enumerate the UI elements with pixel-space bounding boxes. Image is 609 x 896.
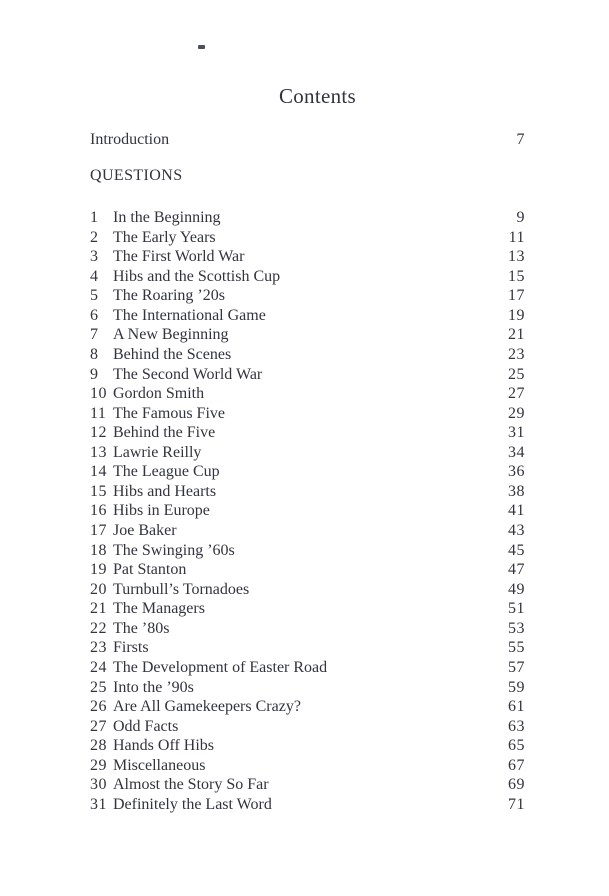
entry-title: Definitely the Last Word	[113, 795, 272, 813]
toc-row	[90, 325, 525, 345]
entry-page: 13	[508, 248, 525, 266]
entry-number: 25	[90, 678, 107, 696]
entry-title: In the Beginning	[113, 209, 221, 226]
entry-page: 25	[508, 365, 525, 383]
entry-page: 71	[508, 795, 525, 813]
entry-title: The League Cup	[113, 463, 220, 481]
entry-number: 19	[90, 561, 107, 579]
entry-title: Firsts	[113, 639, 149, 657]
entry-title: The Famous Five	[113, 404, 225, 422]
entry-title: Almost the Story So Far	[113, 776, 269, 794]
entry-title: The International Game	[113, 306, 266, 324]
entry-number: 13	[90, 443, 107, 461]
stray-ink-mark	[198, 45, 205, 49]
entry-page: 45	[508, 541, 525, 559]
entry-number: 3	[90, 248, 99, 266]
entry-page: 53	[508, 619, 525, 637]
entry-page: 51	[508, 600, 525, 618]
toc-row	[90, 384, 525, 404]
entry-number: 16	[90, 502, 107, 520]
toc-row	[90, 697, 525, 717]
entry-page: 47	[508, 561, 525, 579]
entry-title: A New Beginning	[113, 326, 229, 344]
entry-title: The Roaring ’20s	[113, 287, 225, 305]
entry-number: 5	[90, 287, 99, 305]
entry-number: 27	[90, 717, 107, 735]
section-heading: QUESTIONS	[90, 167, 183, 184]
entry-number: 12	[90, 424, 107, 442]
entry-title: The Second World War	[113, 365, 263, 383]
entry-page: 38	[508, 482, 525, 500]
toc-row	[90, 345, 525, 365]
entry-title: Joe Baker	[113, 522, 177, 539]
entry-page: 49	[508, 580, 525, 598]
toc-row	[90, 736, 525, 756]
entry-page: 31	[508, 424, 525, 442]
entry-title: The Managers	[113, 600, 205, 618]
entry-title: Behind the Five	[113, 424, 216, 442]
entry-page: 34	[508, 443, 525, 461]
entry-number: 8	[90, 345, 99, 363]
entry-title: Hibs and the Scottish Cup	[113, 267, 281, 285]
toc-row	[90, 717, 525, 737]
entry-title: Miscellaneous	[113, 756, 206, 774]
entry-page: 15	[508, 267, 525, 285]
entry-title: Hibs in Europe	[113, 502, 210, 520]
entry-number: 14	[90, 463, 107, 481]
entry-page: 65	[508, 737, 525, 755]
entry-title: Hands Off Hibs	[113, 737, 215, 755]
entry-number: 17	[90, 522, 107, 539]
entry-number: 10	[90, 385, 107, 403]
entry-title: The Early Years	[113, 228, 216, 246]
entry-page: 23	[508, 345, 525, 363]
toc-list	[90, 208, 525, 814]
entry-page: 43	[508, 522, 525, 539]
entry-title: Are All Gamekeepers Crazy?	[113, 698, 301, 716]
front-matter-page-number: 7	[516, 131, 525, 148]
entry-page: 21	[508, 326, 525, 344]
entry-number: 11	[90, 404, 107, 422]
toc-row	[90, 365, 525, 385]
entry-title: The Swinging ’60s	[113, 541, 235, 559]
entry-page: 55	[508, 639, 525, 657]
entry-page: 29	[508, 404, 525, 422]
entry-page: 61	[508, 698, 525, 716]
toc-row	[90, 501, 525, 521]
entry-title: Into the ’90s	[113, 678, 194, 696]
toc-row	[90, 462, 525, 482]
entry-page: 36	[508, 463, 525, 481]
entry-number: 31	[90, 795, 107, 813]
entry-page: 19	[508, 306, 525, 324]
entry-number: 28	[90, 737, 107, 755]
entry-title: Lawrie Reilly	[113, 443, 202, 461]
entry-title: The ’80s	[113, 619, 170, 637]
entry-title: Pat Stanton	[113, 561, 187, 579]
entry-page: 59	[508, 678, 525, 696]
entry-page: 41	[508, 502, 525, 520]
entry-page: 17	[508, 287, 525, 305]
toc-row	[90, 286, 525, 306]
toc-row	[90, 638, 525, 658]
entry-number: 15	[90, 482, 107, 500]
entry-number: 20	[90, 580, 107, 598]
entry-title: The Development of Easter Road	[113, 658, 328, 676]
entry-number: 9	[90, 365, 99, 383]
entry-page: 9	[516, 209, 525, 226]
entry-number: 18	[90, 541, 107, 559]
entry-page: 57	[508, 658, 525, 676]
toc-row	[90, 599, 525, 619]
toc-row	[90, 482, 525, 502]
toc-row	[90, 423, 525, 443]
toc-row	[90, 619, 525, 639]
entry-page: 67	[508, 756, 525, 774]
entry-number: 23	[90, 639, 107, 657]
entry-number: 26	[90, 698, 107, 716]
toc-row	[90, 247, 525, 267]
toc-row	[90, 404, 525, 424]
entry-title: Odd Facts	[113, 717, 179, 735]
toc-row	[90, 541, 525, 561]
toc-row	[90, 267, 525, 287]
entry-title: Turnbull’s Tornadoes	[113, 580, 250, 598]
page-title: Contents	[278, 84, 357, 108]
front-matter-row	[90, 130, 525, 150]
toc-row	[90, 443, 525, 463]
entry-number: 4	[90, 267, 99, 285]
entry-page: 69	[508, 776, 525, 794]
entry-number: 2	[90, 228, 99, 246]
entry-number: 24	[90, 658, 107, 676]
entry-number: 1	[90, 209, 99, 226]
entry-title: The First World War	[113, 248, 245, 266]
entry-title: Behind the Scenes	[113, 345, 232, 363]
entry-number: 22	[90, 619, 107, 637]
entry-title: Gordon Smith	[113, 385, 205, 403]
entry-page: 11	[508, 228, 525, 246]
entry-number: 30	[90, 776, 107, 794]
toc-row	[90, 208, 525, 228]
toc-row	[90, 228, 525, 248]
front-matter-label: Introduction	[90, 131, 170, 148]
toc-row	[90, 658, 525, 678]
toc-row	[90, 775, 525, 795]
toc-row	[90, 306, 525, 326]
entry-title: Hibs and Hearts	[113, 482, 217, 500]
entry-page: 27	[508, 385, 525, 403]
toc-row	[90, 795, 525, 815]
toc-row	[90, 580, 525, 600]
entry-page: 63	[508, 717, 525, 735]
entry-number: 7	[90, 326, 99, 344]
entry-number: 21	[90, 600, 107, 618]
entry-number: 6	[90, 306, 99, 324]
entry-number: 29	[90, 756, 107, 774]
toc-row	[90, 521, 525, 541]
toc-row	[90, 560, 525, 580]
toc-row	[90, 756, 525, 776]
toc-row	[90, 678, 525, 698]
